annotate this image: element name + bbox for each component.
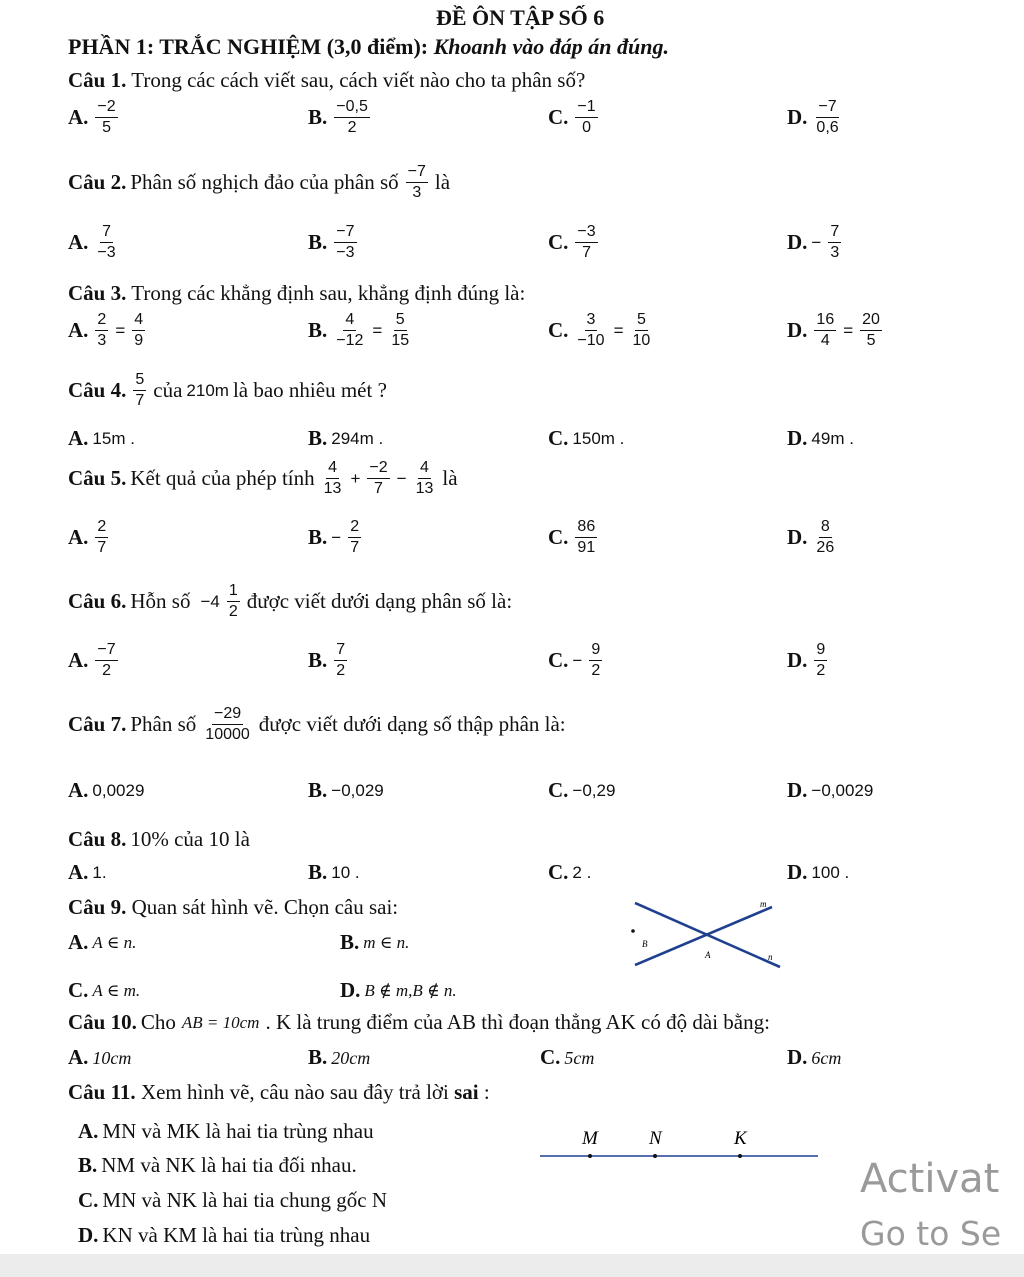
denominator: 5 <box>866 332 876 349</box>
denominator: 2 <box>816 662 826 679</box>
q6-option-c[interactable] <box>548 642 605 679</box>
question-4 <box>68 372 387 409</box>
fraction <box>814 99 840 136</box>
option-letter: C. <box>548 105 569 129</box>
question-label: Câu 8. <box>68 827 127 851</box>
denominator: 10000 <box>205 726 250 743</box>
question-9 <box>68 897 398 918</box>
question-label: Câu 6. <box>68 589 127 613</box>
option-letter: B. <box>308 648 328 672</box>
question-label: Câu 3. <box>68 281 127 305</box>
question-tail: là <box>442 466 458 490</box>
option-value: 6cm <box>811 1047 842 1068</box>
q11-option-d[interactable] <box>78 1225 370 1246</box>
option-value: MN và MK là hai tia trùng nhau <box>102 1119 374 1143</box>
option-value: A ∈ n. <box>92 933 137 952</box>
option-value: 0,0029 <box>92 781 145 800</box>
q7-option-a[interactable] <box>68 780 144 801</box>
q10-option-c[interactable] <box>540 1047 594 1068</box>
option-value: A ∈ m. <box>92 981 141 1000</box>
bottom-bar <box>0 1254 1024 1277</box>
denominator: 2 <box>336 662 346 679</box>
fraction <box>133 372 146 409</box>
option-letter: C. <box>68 978 89 1002</box>
denominator: 0 <box>582 119 591 136</box>
point-b <box>631 929 635 933</box>
option-letter: B. <box>308 318 328 342</box>
option-letter: A. <box>68 230 89 254</box>
q10-option-b[interactable] <box>308 1047 370 1068</box>
fraction <box>322 460 344 497</box>
option-value: KN và KM là hai tia trùng nhau <box>102 1223 371 1247</box>
numerator: 2 <box>348 519 361 538</box>
activation-watermark-line2: Go to Se <box>860 1214 1002 1253</box>
option-letter: A. <box>68 778 89 802</box>
q8-option-b[interactable] <box>308 862 360 883</box>
option-letter: D. <box>787 318 808 342</box>
denominator: 0,6 <box>816 119 839 136</box>
label-b: B <box>642 939 648 949</box>
option-value: 2 . <box>572 863 592 882</box>
numerator: −1 <box>575 99 597 118</box>
option-letter: B. <box>308 525 328 549</box>
fraction <box>414 460 436 497</box>
question-label: Câu 9. <box>68 895 127 919</box>
numerator: 7 <box>828 224 841 243</box>
fraction <box>814 519 836 556</box>
question-text: Kết quả của phép tính <box>130 466 315 490</box>
question-8 <box>68 829 250 850</box>
option-letter: D. <box>787 426 808 450</box>
denominator: 2 <box>347 119 357 136</box>
denominator: −12 <box>336 332 364 349</box>
point-m <box>588 1154 592 1158</box>
numerator: −7 <box>95 642 117 661</box>
option-letter: C. <box>548 230 569 254</box>
question-text: Quan sát hình vẽ. Chọn câu sai: <box>131 895 399 919</box>
option-value: 294m . <box>331 429 384 448</box>
label-a: A <box>705 950 711 960</box>
q5-option-a[interactable] <box>68 519 111 556</box>
denominator: 7 <box>582 244 591 261</box>
q7-option-c[interactable] <box>548 780 615 801</box>
numerator: 9 <box>589 642 602 661</box>
q5-option-d[interactable] <box>787 519 839 556</box>
option-letter: D. <box>787 860 808 884</box>
minus-sign: − <box>572 651 583 670</box>
option-letter: D. <box>340 978 361 1002</box>
denominator: 4 <box>820 332 830 349</box>
mixed-whole: −4 <box>200 592 220 611</box>
denominator: 5 <box>102 119 111 136</box>
q1-option-c[interactable] <box>548 99 601 136</box>
fraction <box>203 706 252 743</box>
q5-option-b[interactable] <box>308 519 364 556</box>
numerator: 8 <box>819 519 832 538</box>
question-tail: được viết dưới dạng số thập phân là: <box>258 712 566 736</box>
option-letter: D. <box>78 1223 99 1247</box>
q4-option-a[interactable] <box>68 428 135 449</box>
q1-option-d[interactable] <box>787 99 844 136</box>
q2-option-c[interactable] <box>548 224 601 261</box>
option-letter: D. <box>787 525 808 549</box>
numerator: 5 <box>133 372 146 391</box>
q1-option-a[interactable] <box>68 99 121 136</box>
option-value: 10 . <box>331 863 360 882</box>
question-label: Câu 4. <box>68 378 127 402</box>
option-value: 10cm <box>92 1047 132 1068</box>
numerator: 2 <box>95 519 108 538</box>
option-letter: D. <box>787 648 808 672</box>
q4-option-b[interactable] <box>308 428 383 449</box>
equals-sign: = <box>115 321 126 340</box>
option-letter: A. <box>68 525 89 549</box>
q2-option-a[interactable] <box>68 224 121 261</box>
q3-option-c[interactable] <box>548 312 655 349</box>
fraction <box>631 312 653 349</box>
numerator: 1 <box>227 583 240 602</box>
q2-option-b[interactable] <box>308 224 360 261</box>
denominator: 2 <box>228 603 238 620</box>
question-6 <box>68 583 512 620</box>
option-letter: C. <box>548 648 569 672</box>
q3-option-a[interactable] <box>68 312 148 349</box>
option-letter: A. <box>68 648 89 672</box>
option-letter: D. <box>787 1045 808 1069</box>
q3-option-b[interactable] <box>308 312 414 349</box>
fraction <box>348 519 361 556</box>
equation: AB = 10cm <box>181 1013 260 1032</box>
q1-option-b[interactable] <box>308 99 373 136</box>
option-letter: B. <box>308 105 328 129</box>
denominator: 3 <box>412 184 422 201</box>
numerator: −2 <box>95 99 117 118</box>
q9-option-c[interactable] <box>68 980 140 1001</box>
numerator: −7 <box>406 164 428 183</box>
numerator: −2 <box>367 460 389 479</box>
numerator: 4 <box>343 312 356 331</box>
option-letter: A. <box>68 930 89 954</box>
equals-sign: = <box>613 321 624 340</box>
question-11 <box>68 1082 490 1103</box>
option-letter: C. <box>548 318 569 342</box>
q9-option-a[interactable] <box>68 932 136 953</box>
fraction <box>227 583 240 620</box>
option-value: 49m . <box>811 429 854 448</box>
option-value: 150m . <box>572 429 625 448</box>
q11-option-b[interactable] <box>78 1155 357 1176</box>
fraction <box>389 312 411 349</box>
equals-sign: = <box>372 321 383 340</box>
denominator: 2 <box>591 662 601 679</box>
equals-sign: = <box>843 321 854 340</box>
option-letter: A. <box>68 860 89 884</box>
question-text: 10% của 10 là <box>130 827 250 851</box>
denominator: −3 <box>336 244 355 261</box>
q6-option-a[interactable] <box>68 642 121 679</box>
q8-option-c[interactable] <box>548 862 591 883</box>
q7-option-b[interactable] <box>308 780 384 801</box>
denominator: 3 <box>97 332 107 349</box>
fraction <box>828 224 841 261</box>
question-text: Phân số nghịch đảo của phân số <box>130 170 399 194</box>
option-letter: A. <box>78 1119 99 1143</box>
option-value: −0,029 <box>331 781 384 800</box>
fraction <box>95 224 117 261</box>
fraction <box>575 519 597 556</box>
fraction <box>95 519 108 556</box>
denominator: 15 <box>391 332 410 349</box>
question-label: Câu 5. <box>68 466 127 490</box>
question-emphasis: sai <box>454 1080 479 1104</box>
page-title: ĐỀ ÔN TẬP SỐ 6 <box>436 5 605 30</box>
question-tail: được viết dưới dạng phân số là: <box>246 589 513 613</box>
denominator: 7 <box>374 480 383 497</box>
question-5 <box>68 460 458 497</box>
label-n: n <box>768 952 773 962</box>
question-label: Câu 1. <box>68 68 127 92</box>
option-value: B ∉ m,B ∉ n. <box>364 981 457 1000</box>
label-m: m <box>760 899 767 909</box>
question-label: Câu 2. <box>68 170 127 194</box>
numerator: −3 <box>575 224 597 243</box>
fraction <box>575 224 597 261</box>
q9-figure <box>620 895 790 975</box>
fraction <box>814 312 836 349</box>
question-text: Phân số <box>130 712 197 736</box>
denominator: −3 <box>97 244 116 261</box>
numerator: 7 <box>100 224 113 243</box>
question-10 <box>68 1012 770 1033</box>
option-letter: B. <box>340 930 360 954</box>
denominator: 10 <box>632 332 651 349</box>
question-text: Trong các cách viết sau, cách viết nào cho ta phân số? <box>131 68 586 92</box>
denominator: 3 <box>830 244 840 261</box>
numerator: 4 <box>326 460 339 479</box>
fraction <box>589 642 602 679</box>
denominator: 2 <box>102 662 111 679</box>
activation-watermark-line1: Activat <box>860 1156 1000 1202</box>
option-value: MN và NK là hai tia chung gốc N <box>102 1188 388 1212</box>
fraction <box>814 642 827 679</box>
fraction <box>367 460 389 497</box>
numerator: −29 <box>212 706 243 725</box>
question-tail: là bao nhiêu mét ? <box>232 378 387 402</box>
question-7 <box>68 706 566 743</box>
numerator: −0,5 <box>334 99 370 118</box>
fraction <box>95 312 108 349</box>
fraction <box>95 99 117 136</box>
part1-heading-text: PHẦN 1: TRẮC NGHIỆM (3,0 điểm): <box>68 34 429 59</box>
option-letter: B. <box>308 426 328 450</box>
q11-option-c[interactable] <box>78 1190 387 1211</box>
question-text: Xem hình vẽ, câu nào sau đây trả lời <box>140 1080 449 1104</box>
q9-option-b[interactable] <box>340 932 409 953</box>
part1-instruction: Khoanh vào đáp án đúng. <box>433 34 669 59</box>
question-text-tail: . K là trung điểm của AB thì đoạn thẳng AK có độ dài bằng: <box>265 1010 770 1034</box>
option-letter: C. <box>78 1188 99 1212</box>
option-letter: B. <box>308 860 328 884</box>
numerator: 16 <box>814 312 836 331</box>
label-k: K <box>734 1128 747 1149</box>
option-letter: B. <box>78 1153 98 1177</box>
q8-option-d[interactable] <box>787 862 849 883</box>
fraction <box>575 312 606 349</box>
denominator: 9 <box>134 332 144 349</box>
label-m: M <box>582 1128 598 1149</box>
fraction <box>334 642 347 679</box>
q3-option-d[interactable] <box>787 312 885 349</box>
numerator: 5 <box>394 312 407 331</box>
q10-option-a[interactable] <box>68 1047 131 1068</box>
q8-option-a[interactable] <box>68 862 107 883</box>
question-text: Trong các khẳng định sau, khẳng định đúng là: <box>131 281 526 305</box>
minus-sign: − <box>396 469 407 488</box>
denominator: −10 <box>577 332 605 349</box>
option-value: 100 . <box>811 863 850 882</box>
numerator: 5 <box>635 312 648 331</box>
numerator: −7 <box>816 99 838 118</box>
plus-sign: + <box>350 469 361 488</box>
option-letter: C. <box>540 1045 561 1069</box>
option-letter: B. <box>308 230 328 254</box>
question-2 <box>68 164 450 201</box>
part1-heading <box>68 36 669 58</box>
q5-option-c[interactable] <box>548 519 600 556</box>
numerator: 7 <box>334 642 347 661</box>
option-value: m ∈ n. <box>363 933 410 952</box>
question-3 <box>68 283 525 304</box>
q6-option-b[interactable] <box>308 642 350 679</box>
numerator: 86 <box>575 519 597 538</box>
fraction <box>334 99 370 136</box>
option-letter: B. <box>308 1045 328 1069</box>
question-label: Câu 10. <box>68 1010 137 1034</box>
point-k <box>738 1154 742 1158</box>
fraction <box>132 312 145 349</box>
option-letter: A. <box>68 1045 89 1069</box>
denominator: 26 <box>816 539 835 556</box>
fraction <box>95 642 117 679</box>
option-letter: C. <box>548 525 569 549</box>
option-letter: C. <box>548 860 569 884</box>
question-text: Hỗn số <box>130 589 191 613</box>
numerator: −7 <box>334 224 356 243</box>
fraction <box>334 224 356 261</box>
option-value: −0,29 <box>572 781 616 800</box>
numerator: 2 <box>95 312 108 331</box>
question-label: Câu 11. <box>68 1080 136 1104</box>
q10-option-d[interactable] <box>787 1047 841 1068</box>
line-m <box>635 907 772 965</box>
numerator: 20 <box>860 312 882 331</box>
question-text: của <box>153 378 183 402</box>
minus-sign: − <box>331 528 342 547</box>
q11-option-a[interactable] <box>78 1121 374 1142</box>
denominator: 7 <box>350 539 360 556</box>
minus-sign: − <box>811 233 822 252</box>
numerator: 4 <box>132 312 145 331</box>
fraction <box>860 312 882 349</box>
option-letter: C. <box>548 426 569 450</box>
question-text: Cho <box>140 1010 176 1034</box>
question-label: Câu 7. <box>68 712 127 736</box>
option-value: 15m . <box>92 429 135 448</box>
q11-figure <box>538 1122 823 1167</box>
option-value: 20cm <box>331 1047 371 1068</box>
option-letter: C. <box>548 778 569 802</box>
q4-option-c[interactable] <box>548 428 624 449</box>
numerator: 4 <box>418 460 431 479</box>
option-value: 1. <box>92 863 107 882</box>
option-value: 5cm <box>564 1047 595 1068</box>
q4-option-d[interactable] <box>787 428 854 449</box>
fraction <box>406 164 428 201</box>
fraction <box>575 99 597 136</box>
option-letter: A. <box>68 318 89 342</box>
option-letter: D. <box>787 230 808 254</box>
question-colon: : <box>483 1080 490 1104</box>
numerator: 3 <box>585 312 598 331</box>
option-letter: D. <box>787 105 808 129</box>
denominator: 7 <box>97 539 107 556</box>
q7-option-d[interactable] <box>787 780 873 801</box>
denominator: 13 <box>415 480 434 497</box>
q6-option-d[interactable] <box>787 642 830 679</box>
option-letter: B. <box>308 778 328 802</box>
option-value: −0,0029 <box>811 781 874 800</box>
option-letter: A. <box>68 105 89 129</box>
question-1 <box>68 70 585 91</box>
q9-option-d[interactable] <box>340 980 457 1001</box>
option-letter: A. <box>68 426 89 450</box>
amount: 210m <box>186 381 229 400</box>
q2-option-d[interactable] <box>787 224 844 261</box>
denominator: 13 <box>323 480 342 497</box>
denominator: 7 <box>135 392 145 409</box>
option-letter: D. <box>787 778 808 802</box>
point-n <box>653 1154 657 1158</box>
denominator: 91 <box>577 539 596 556</box>
question-tail: là <box>434 170 451 194</box>
label-n: N <box>649 1128 662 1149</box>
fraction <box>334 312 365 349</box>
numerator: 9 <box>814 642 827 661</box>
option-value: NM và NK là hai tia đối nhau. <box>101 1153 357 1177</box>
